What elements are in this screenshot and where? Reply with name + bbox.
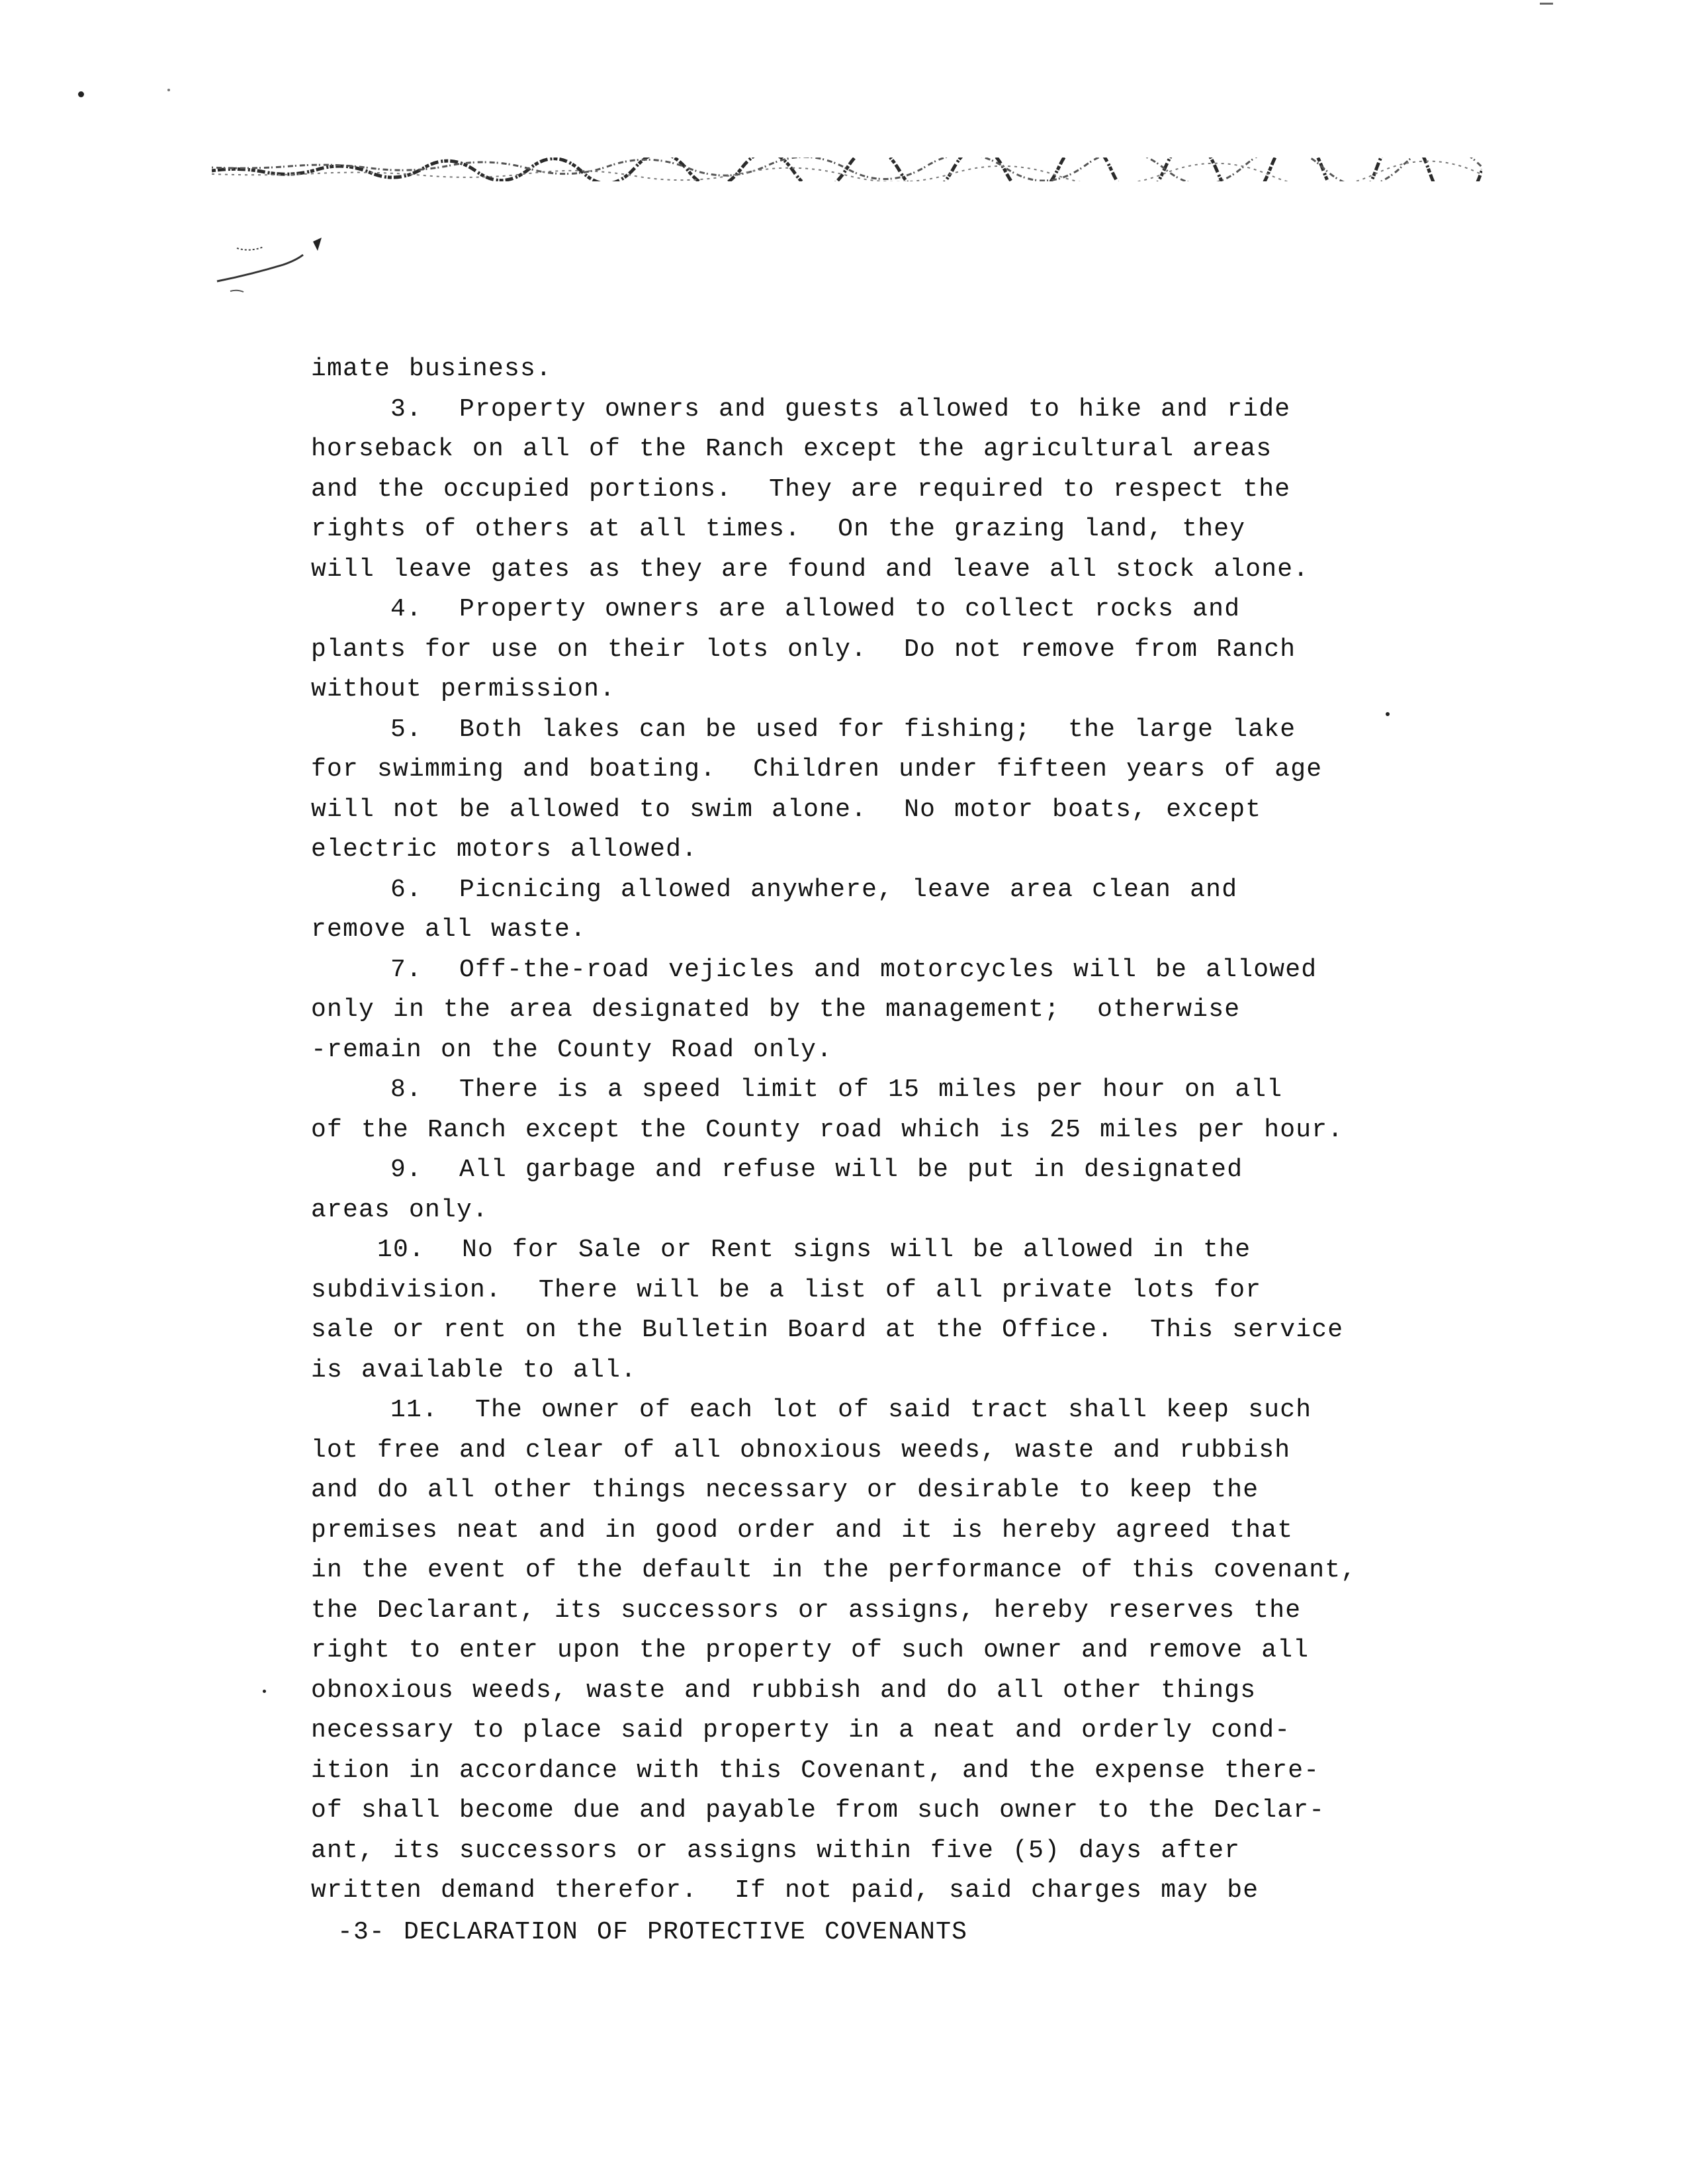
speck: [1540, 3, 1553, 5]
text-line: 9. All garbage and refuse will be put in designated: [390, 1156, 1243, 1184]
text-line: for swimming and boating. Children under fifteen years of age: [311, 755, 1323, 784]
text-line: electric motors allowed.: [311, 835, 698, 864]
text-line: imate business.: [311, 355, 553, 383]
margin-scribble: [210, 228, 343, 301]
text-line: lot free and clear of all obnoxious weeds, waste and rubbish: [311, 1435, 1291, 1465]
text-line: will not be allowed to swim alone. No motor boats, except: [311, 795, 1262, 824]
text-line: subdivision. There will be a list of all private lots for: [311, 1275, 1262, 1304]
text-line: ant, its successors or assigns within five (5) days after: [311, 1836, 1241, 1865]
text-line: of the Ranch except the County road which is 25 miles per hour.: [311, 1115, 1344, 1144]
text-line: is available to all.: [311, 1355, 637, 1385]
text-line: premises neat and in good order and it is hereby agreed that: [311, 1516, 1294, 1545]
text-line: and the occupied portions. They are required to respect the: [311, 475, 1291, 504]
text-line: rights of others at all times. On the grazing land, they: [311, 515, 1246, 543]
text-line: 6. Picnicing allowed anywhere, leave area clean and: [390, 875, 1238, 904]
text-line: 10. No for Sale or Rent signs will be allowed in the: [377, 1236, 1251, 1264]
text-line: will leave gates as they are found and leave all stock alone.: [311, 555, 1310, 584]
speck: [263, 1690, 266, 1693]
text-line: necessary to place said property in a neat and orderly cond-: [311, 1716, 1291, 1745]
text-line: areas only.: [311, 1195, 489, 1224]
text-line: of shall become due and payable from such owner to the Declar-: [311, 1796, 1325, 1825]
text-line: written demand therefor. If not paid, said charges may be: [311, 1876, 1259, 1905]
text-line: only in the area designated by the management; otherwise: [311, 995, 1241, 1024]
text-line: 4. Property owners are allowed to collect rocks and: [390, 595, 1241, 623]
text-line: right to enter upon the property of such owner and remove all: [311, 1636, 1310, 1664]
text-line: obnoxious weeds, waste and rubbish and do all other things: [311, 1676, 1257, 1705]
speck: [167, 89, 170, 91]
text-line: in the event of the default in the performance of this covenant,: [311, 1556, 1357, 1584]
document-body: [311, 349, 1396, 1952]
text-line: the Declarant, its successors or assigns, hereby reserves the: [311, 1596, 1302, 1625]
text-line: 7. Off-the-road vejicles and motorcycles will be allowed: [390, 955, 1317, 984]
text-line: 11. The owner of each lot of said tract shall keep such: [390, 1396, 1312, 1424]
scan-rule-artifact: [212, 158, 1482, 181]
text-line: and do all other things necessary or desirable to keep the: [311, 1476, 1259, 1504]
text-line: 5. Both lakes can be used for fishing; the large lake: [390, 715, 1296, 744]
page-footer: -3- DECLARATION OF PROTECTIVE COVENANTS: [337, 1917, 968, 1946]
text-line: 3. Property owners and guests allowed to hike and ride: [390, 394, 1291, 424]
text-line: plants for use on their lots only. Do not remove from Ranch: [311, 635, 1296, 664]
text-line: sale or rent on the Bulletin Board at the Office. This service: [311, 1316, 1344, 1344]
text-line: horseback on all of the Ranch except the agricultural areas: [311, 435, 1272, 463]
text-line: ition in accordance with this Covenant, and the expense there-: [311, 1756, 1320, 1785]
text-line: 8. There is a speed limit of 15 miles per hour on all: [390, 1075, 1283, 1104]
text-line: remove all waste.: [311, 915, 587, 944]
speck: [78, 91, 84, 97]
text-line: without permission.: [311, 675, 616, 704]
text-line: -remain on the County Road only.: [311, 1035, 833, 1064]
